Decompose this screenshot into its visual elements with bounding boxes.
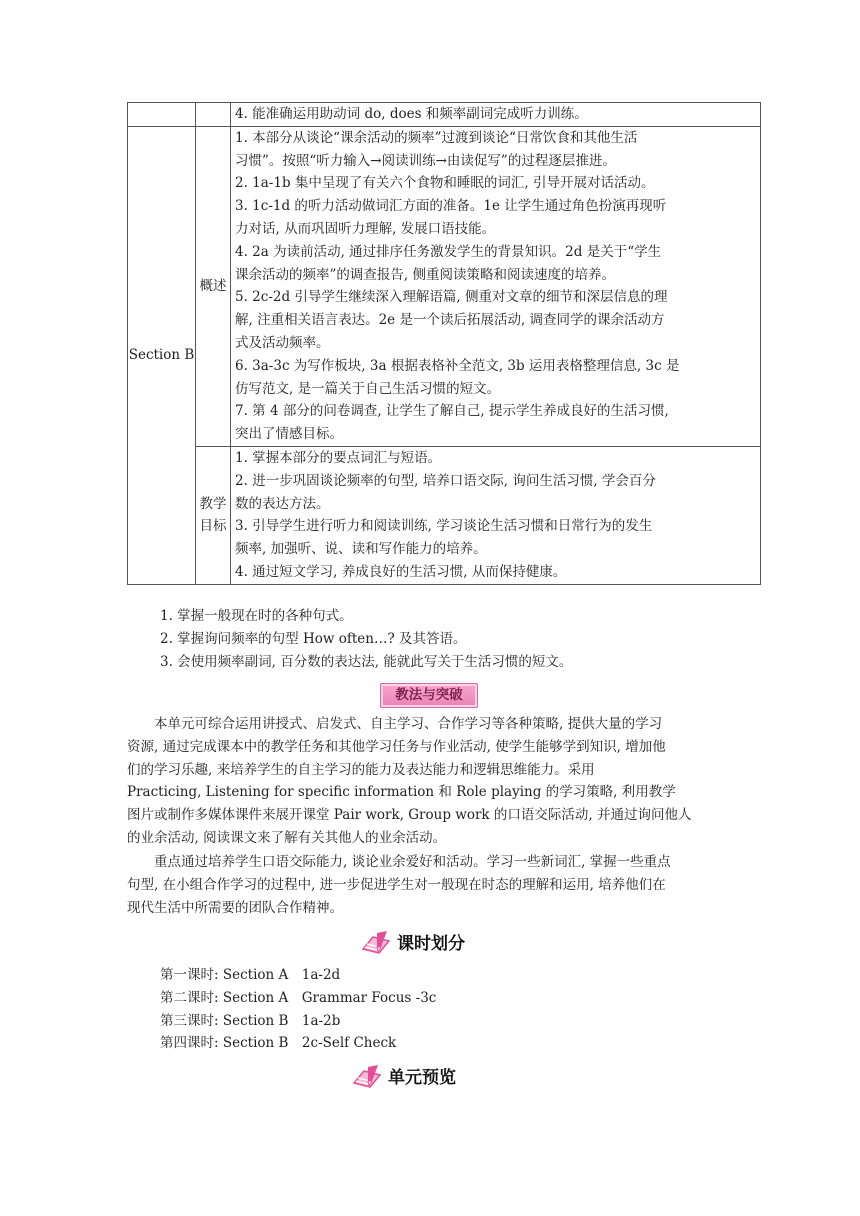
empty-cell [196, 103, 231, 127]
text-line: 习惯”。按照“听力输入→阅读训练→由读促写”的过程逐层推进。 [235, 152, 616, 169]
table-row [128, 103, 761, 127]
preview-heading [348, 1063, 456, 1093]
overview-label: 概述 [196, 126, 231, 446]
text-line: 3. 1c-1d 的听力活动做词汇方面的准备。1e 让学生通过角色扮演再现听 [235, 198, 667, 215]
text-line: 频率, 加强听、说、读和写作能力的培养。 [235, 541, 487, 558]
text-line: 图片或制作多媒体课件来展开课堂 Pair work, Group work 的口语交际活动, 并通过询问他人 [127, 807, 692, 824]
text-line: 2. 进一步巩固谈论频率的句型, 培养口语交际, 询问生活习惯, 学会百分 [235, 472, 656, 489]
lesson-item: 第一课时: Section A 1a-2d [160, 967, 341, 983]
text-line: 7. 第 4 部分的问卷调查, 让学生了解自己, 提示学生养成良好的生活习惯, [235, 403, 669, 420]
section-label: Section B [128, 126, 196, 584]
focus-paragraph [127, 851, 761, 919]
text-line: 句型, 在小组合作学习的过程中, 进一步促进学生对一般现在时态的理解和运用, 培养他们在 [127, 876, 666, 893]
unit-goals [160, 605, 760, 673]
table-row [128, 126, 761, 446]
notebook-pencil-icon [348, 1063, 384, 1093]
lesson-item: 第二课时: Section A Grammar Focus -3c [160, 989, 437, 1006]
objectives-label [196, 446, 231, 584]
text-line: 本单元可综合运用讲授式、启发式、自主学习、合作学习等各种策略, 提供大量的学习 [127, 716, 663, 732]
lesson-item: 第三课时: Section B 1a-2b [160, 1012, 341, 1029]
table-row [128, 446, 761, 584]
heading-text: 课时划分 [397, 933, 465, 954]
objectives-content [231, 446, 761, 584]
label-line: 教学 [199, 495, 227, 512]
text-line: 的业余活动, 阅读课文来了解有关其他人的业余活动。 [127, 829, 447, 846]
lesson-plan-table [127, 102, 761, 585]
text-line: 1. 掌握本部分的要点词汇与短语。 [235, 449, 442, 466]
text-line: 解, 注重相关语言表达。2e 是一个读后拓展活动, 调查同学的课余活动方 [235, 312, 665, 329]
text-line: 2. 1a-1b 集中呈现了有关六个食物和睡眠的词汇, 引导开展对话活动。 [235, 175, 655, 192]
text-line: 们的学习乐趣, 来培养学生的自主学习的能力及表达能力和逻辑思维能力。采用 [127, 761, 595, 778]
goal-item: 3. 会使用频率副词, 百分数的表达法, 能就此写关于生活习惯的短文。 [160, 653, 573, 670]
lessons-heading [357, 929, 465, 959]
text-line: 现代生活中所需要的团队合作精神。 [127, 899, 343, 916]
lesson-item: 第四课时: Section B 2c-Self Check [160, 1035, 397, 1052]
goal-item: 1. 掌握一般现在时的各种句式。 [160, 608, 353, 624]
text-line: 突出了情感目标。 [235, 426, 343, 443]
text-line: 3. 引导学生进行听力和阅读训练, 学习谈论生活习惯和日常行为的发生 [235, 518, 653, 535]
text-line: 课余活动的频率”的调查报告, 侧重阅读策略和阅读速度的培养。 [235, 266, 615, 283]
teaching-methods-badge: 教法与突破 [380, 683, 478, 708]
text-line: 4. 通过短文学习, 养成良好的生活习惯, 从而保持健康。 [235, 563, 567, 580]
text-line: 力对话, 从而巩固听力理解, 发展口语技能。 [235, 220, 496, 237]
goal-item: 2. 掌握询问频率的句型 How often…? 及其答语。 [160, 630, 467, 647]
methods-paragraph [127, 713, 761, 850]
label-line: 目标 [199, 518, 227, 535]
top-row-content [231, 103, 761, 127]
text-line: 1. 本部分从谈论“课余活动的频率”过渡到谈论“日常饮食和其他生活 [235, 129, 638, 146]
notebook-pencil-icon [357, 929, 393, 959]
heading-text: 单元预览 [388, 1067, 456, 1088]
text-line: Practicing, Listening for specific information 和 Role playing 的学习策略, 利用教学 [127, 784, 676, 801]
text-line: 4. 2a 为读前活动, 通过排序任务激发学生的背景知识。2d 是关于“学生 [235, 243, 662, 260]
text-line: 数的表达方法。 [235, 495, 330, 512]
text-line: 资源, 通过完成课本中的教学任务和其他学习任务与作业活动, 使学生能够学到知识, 增加他 [127, 738, 666, 755]
text-line: 6. 3a-3c 为写作板块, 3a 根据表格补全范文, 3b 运用表格整理信息, 3c 是 [235, 357, 680, 374]
text-line: 式及活动频率。 [235, 334, 330, 351]
text-line: 仿写范文, 是一篇关于自己生活习惯的短文。 [235, 380, 501, 397]
overview-content [231, 126, 761, 446]
text-line: 重点通过培养学生口语交际能力, 谈论业余爱好和活动。学习一些新词汇, 掌握一些重点 [127, 854, 671, 870]
empty-cell [128, 103, 196, 127]
lesson-schedule [160, 964, 436, 1055]
text-line: 5. 2c-2d 引导学生继续深入理解语篇, 侧重对文章的细节和深层信息的理 [235, 289, 668, 306]
text-line: 4. 能准确运用助动词 do, does 和频率副词完成听力训练。 [235, 106, 588, 122]
